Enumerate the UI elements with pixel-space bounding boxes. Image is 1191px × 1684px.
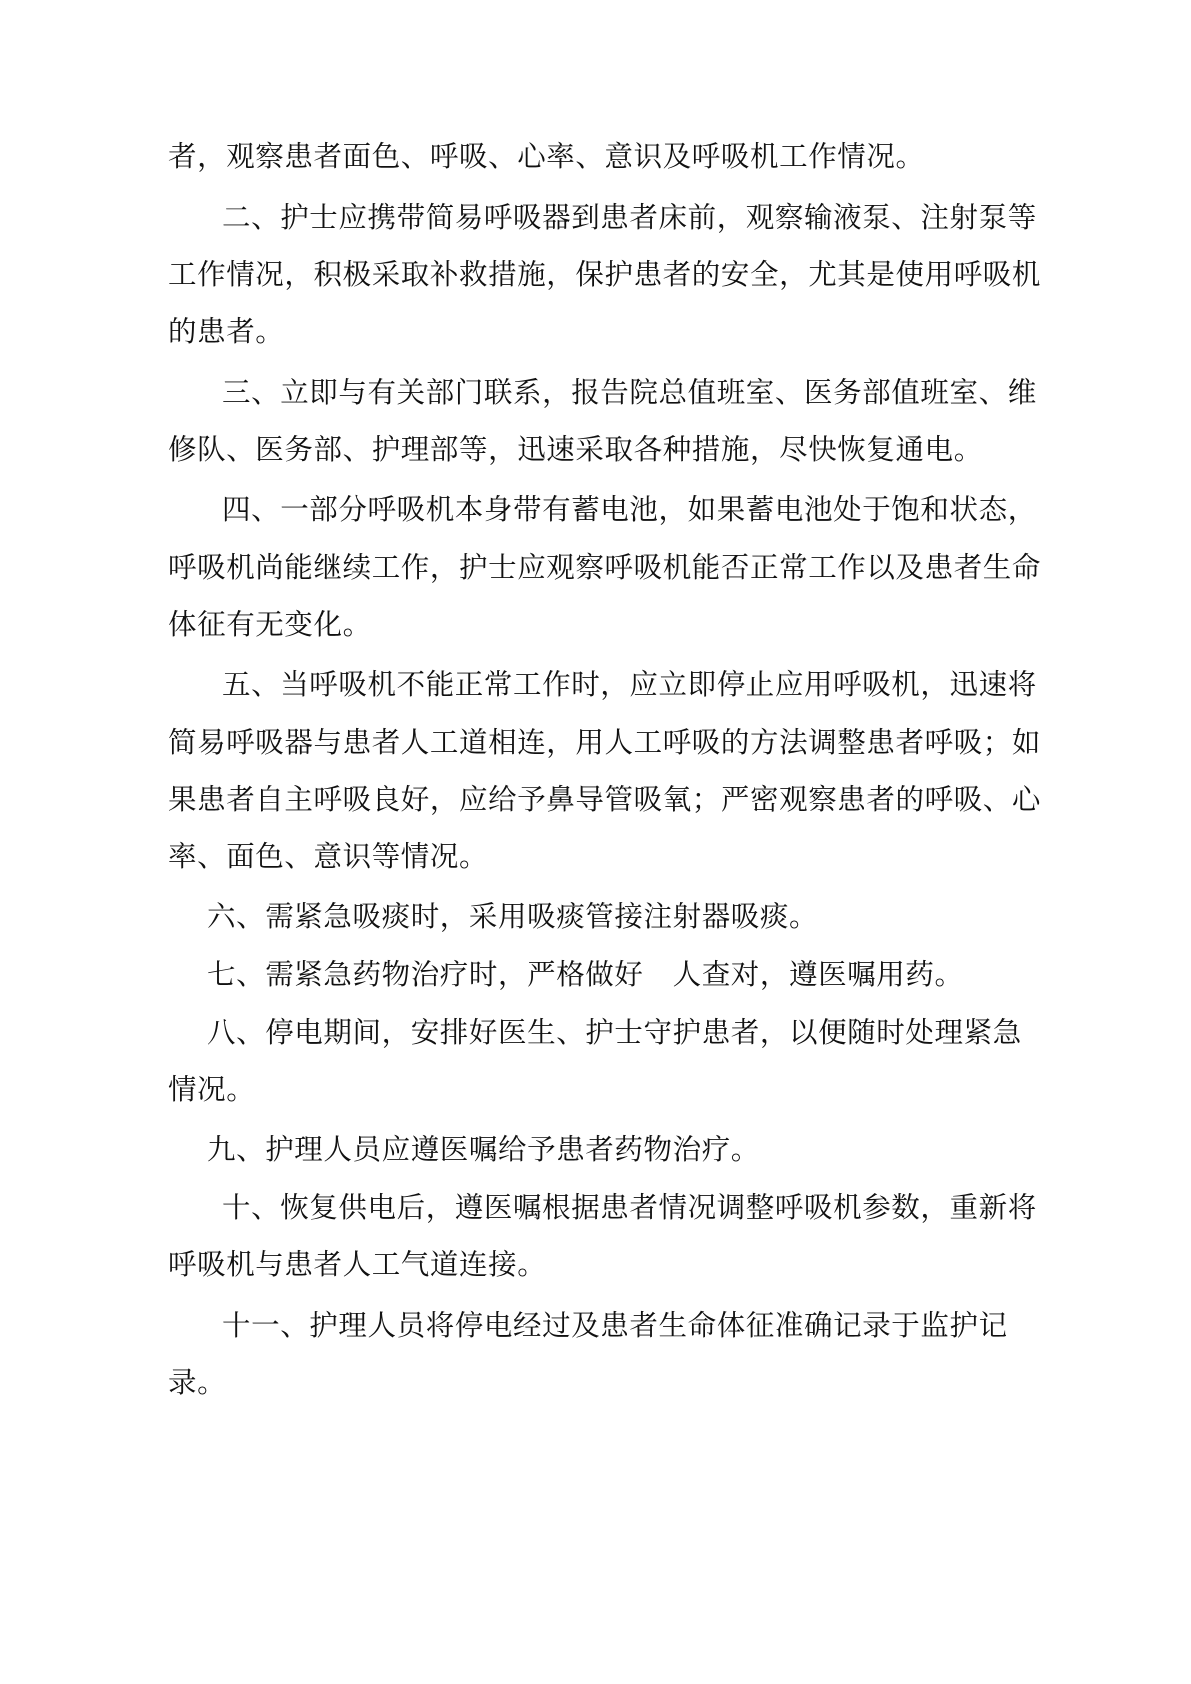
text-line: 率、面色、意识等情况。 — [168, 840, 489, 873]
text-line: 十、恢复供电后，遵医嘱根据患者情况调整呼吸机参数，重新将 — [222, 1191, 1037, 1224]
text-line: 五、当呼吸机不能正常工作时，应立即停止应用呼吸机，迅速将 — [222, 668, 1037, 701]
text-line: 简易呼吸器与患者人工道相连，用人工呼吸的方法调整患者呼吸；如 — [168, 726, 1042, 759]
text-line: 八、停电期间，安排好医生、护士守护患者，以便随时处理紧急 — [207, 1016, 1022, 1049]
text-line: 情况。 — [168, 1073, 256, 1106]
text-line: 者，观察患者面色、呼吸、心率、意识及呼吸机工作情况。 — [168, 140, 925, 173]
text-line: 果患者自主呼吸良好，应给予鼻导管吸氧；严密观察患者的呼吸、心 — [168, 783, 1042, 816]
text-line: 体征有无变化。 — [168, 608, 372, 641]
text-line: 十一、护理人员将停电经过及患者生命体征准确记录于监护记 — [222, 1309, 1008, 1342]
text-line: 的患者。 — [168, 315, 285, 348]
text-line: 工作情况，积极采取补救措施，保护患者的安全，尤其是使用呼吸机 — [168, 258, 1042, 291]
text-line: 呼吸机与患者人工气道连接。 — [168, 1248, 547, 1281]
text-line: 三、立即与有关部门联系，报告院总值班室、医务部值班室、维 — [222, 376, 1037, 409]
text-line: 呼吸机尚能继续工作，护士应观察呼吸机能否正常工作以及患者生命 — [168, 551, 1042, 584]
text-line: 二、护士应携带简易呼吸器到患者床前，观察输液泵、注射泵等 — [222, 201, 1037, 234]
text-line: 七、需紧急药物治疗时，严格做好 人查对，遵医嘱用药。 — [207, 958, 964, 991]
text-line: 九、护理人员应遵医嘱给予患者药物治疗。 — [207, 1133, 760, 1166]
text-line: 修队、医务部、护理部等，迅速采取各种措施，尽快恢复通电。 — [168, 433, 983, 466]
text-line: 四、一部分呼吸机本身带有蓄电池，如果蓄电池处于饱和状态， — [222, 493, 1037, 526]
text-line: 六、需紧急吸痰时，采用吸痰管接注射器吸痰。 — [207, 900, 819, 933]
text-line: 录。 — [168, 1366, 227, 1399]
